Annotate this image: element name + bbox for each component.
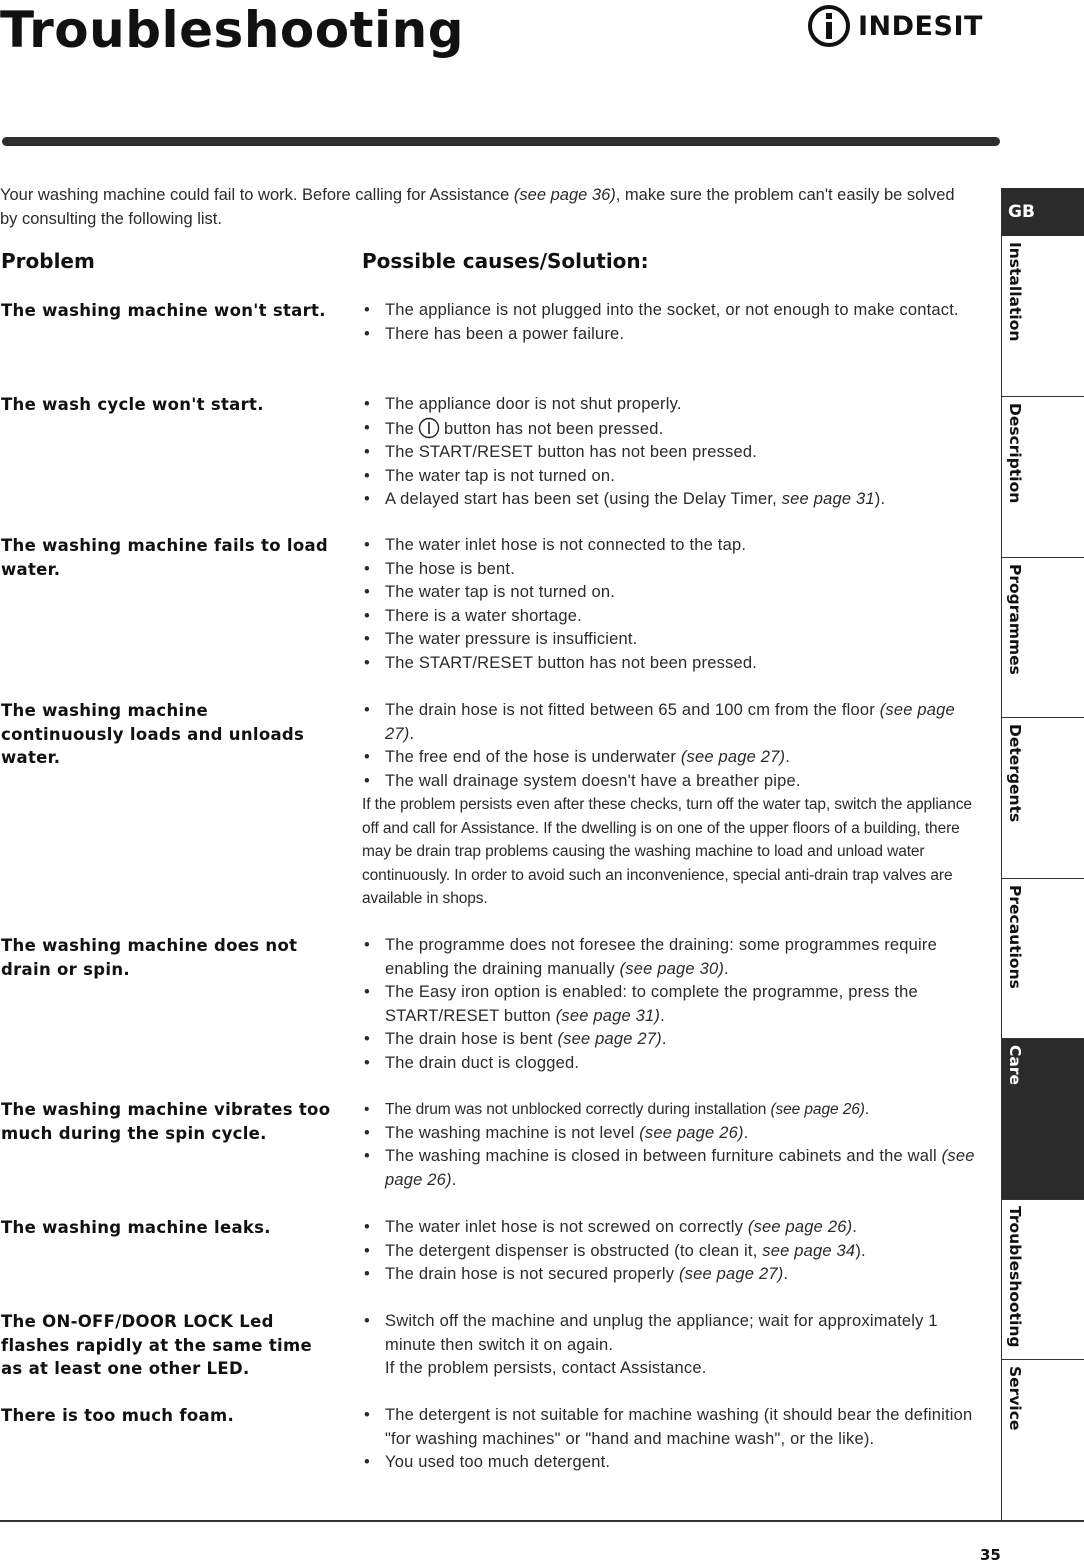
tab-label: Detergents [1006, 724, 1024, 823]
page-ref: (see page 26) [770, 1101, 865, 1118]
problem-text: The washing machine vibrates too much during the spin cycle. [1, 1100, 331, 1143]
cause-item: • The START/RESET button has not been pressed. [362, 441, 982, 465]
footer-rule [0, 1520, 1084, 1522]
cause-item [362, 1263, 982, 1287]
page-ref: (see page 27) [680, 748, 786, 766]
cause-part: A delayed start has been set (using the Delay Timer, [385, 490, 782, 508]
cause-part: . [785, 748, 791, 766]
solution-block [362, 699, 982, 911]
problem-text: The washing machine won't start. [1, 301, 326, 320]
tab-programmes[interactable] [1002, 558, 1084, 718]
cause-part: . [451, 1170, 457, 1189]
cause-item: • There has been a power failure. [362, 323, 982, 347]
solution-block [362, 534, 982, 675]
page-title: Troubleshooting [0, 1, 465, 59]
cause-item: • The detergent is not suitable for machine washing (it should bear the definition "for washing machines" or "hand and machine wash", or the like). [362, 1404, 982, 1451]
intro-text [0, 183, 970, 231]
logo-text: INDESIT [858, 10, 983, 42]
cause-item [362, 488, 982, 512]
page-ref: see page 34 [762, 1241, 856, 1260]
page-ref: see page 31 [781, 490, 875, 508]
page-ref: (see page 26) [385, 1147, 975, 1189]
tab-label: Service [1006, 1366, 1024, 1431]
cause-part: The drum was not unblocked correctly during installation [385, 1101, 771, 1118]
problem-text: The ON-OFF/DOOR LOCK Led flashes rapidly at the same time as at least one other LED. [1, 1312, 312, 1378]
tab-label: Care [1006, 1045, 1024, 1085]
cause-item: • The wall drainage system doesn't have a breather pipe. [362, 770, 982, 794]
page-ref: (see page 26) [747, 1218, 853, 1236]
cause-part: . [724, 959, 729, 978]
cause-part: button has not been pressed. [444, 419, 664, 438]
cause-part: The drain hose is not fitted between 65 and 100 cm from the floor [385, 701, 880, 719]
tab-label: Troubleshooting [1006, 1206, 1024, 1348]
cause-item [362, 1122, 982, 1146]
cause-part: The detergent dispenser is obstructed (to clean it, [385, 1241, 763, 1260]
cause-item [362, 981, 982, 1028]
tab-label: Precautions [1006, 885, 1024, 989]
assistance-note: If the problem persists, contact Assistance. [385, 1359, 707, 1377]
cause-part: . [743, 1123, 749, 1142]
problem-text: The wash cycle won't start. [1, 395, 264, 414]
problem-text: The washing machine fails to load water. [1, 536, 329, 579]
cause-item [362, 417, 982, 442]
note-text: If the problem persists even after these checks, turn off the water tap, switch the appliance off and call for Assistance. If the dwelling is on one of the upper floors of a building, there may be drain trap problems causing the washing machine to load and unload water continuously. In order to avoid such an inconvenience, special anti-drain trap valves are available in shops. [362, 796, 972, 907]
language-tab[interactable]: GB [1002, 188, 1084, 236]
cause-item [362, 1240, 982, 1264]
cause-part: The washing machine is closed in between furniture cabinets and the wall [385, 1147, 942, 1165]
cause-item: • The appliance door is not shut properly. [362, 393, 982, 417]
tab-detergents[interactable] [1002, 718, 1084, 879]
cause-item: • The appliance is not plugged into the socket, or not enough to make contact. [362, 299, 982, 323]
cause-part: . [660, 1006, 665, 1025]
tab-care[interactable] [1002, 1039, 1084, 1200]
page-ref: (see page 26) [639, 1123, 744, 1142]
cause-part: The water inlet hose is not screwed on correctly [385, 1218, 748, 1236]
cause-part: . [661, 1030, 667, 1048]
solution-block [362, 1098, 982, 1192]
cause-item [362, 746, 982, 770]
header-rule [2, 137, 1000, 146]
section-sidebar [1001, 188, 1084, 1520]
cause-part: . [783, 1265, 789, 1283]
cause-item: • Switch off the machine and unplug the appliance; wait for approximately 1 minute then switch it on again. [362, 1310, 982, 1357]
problem-text: The washing machine does not drain or spin. [1, 936, 298, 979]
page-ref: (see page 27) [557, 1030, 662, 1048]
cause-part: . [852, 1218, 858, 1236]
cause-item: • The water tap is not turned on. [362, 465, 982, 489]
cause-item [362, 699, 982, 746]
cause-item: • The drain duct is clogged. [362, 1052, 982, 1076]
cause-part: . [864, 1101, 870, 1118]
tab-service[interactable] [1002, 1360, 1084, 1520]
solution-block [362, 393, 982, 512]
solution-column-header: Possible causes/Solution: [362, 249, 649, 273]
solution-block [362, 934, 982, 1075]
tab-troubleshooting[interactable] [1002, 1200, 1084, 1360]
cause-part: The washing machine is not level [385, 1123, 640, 1142]
cause-part: ). [874, 490, 886, 508]
cause-item: • The water tap is not turned on. [362, 581, 982, 605]
intro-part: Your washing machine could fail to work. Before calling for Assistance [0, 186, 514, 204]
page-ref: (see page 31) [555, 1006, 661, 1025]
page-ref: (see page 27) [678, 1265, 784, 1283]
cause-part: The Easy iron option is enabled: to complete the programme, press the START/RESET button [385, 983, 918, 1025]
tab-label: Installation [1006, 242, 1024, 342]
tab-installation[interactable] [1002, 236, 1084, 397]
cause-item [362, 1216, 982, 1240]
cause-item: • You used too much detergent. [362, 1451, 982, 1475]
cause-part: The programme does not foresee the draining: some programmes require enabling the draining manually [385, 936, 937, 978]
indesit-logo [806, 2, 1006, 50]
problem-text: There is too much foam. [1, 1406, 235, 1425]
cause-part: The drain hose is not secured properly [385, 1265, 679, 1283]
cause-item: • The hose is bent. [362, 558, 982, 582]
cause-part: The [385, 419, 415, 438]
cause-part: The free end of the hose is underwater [385, 748, 681, 766]
cause-item: • There is a water shortage. [362, 605, 982, 629]
problem-text: The washing machine leaks. [1, 1218, 271, 1237]
solution-block [362, 1216, 982, 1287]
cause-item: • The START/RESET button has not been pressed. [362, 652, 982, 676]
tab-description[interactable] [1002, 397, 1084, 558]
problem-column-header: Problem [1, 249, 95, 273]
tab-precautions[interactable] [1002, 879, 1084, 1039]
solution-block [362, 1404, 982, 1475]
problem-text: The washing machine continuously loads and unloads water. [1, 701, 305, 767]
power-button-icon [418, 417, 440, 439]
cause-item: • The water inlet hose is not connected to the tap. [362, 534, 982, 558]
power-logo-icon [806, 3, 852, 49]
cause-item [362, 934, 982, 981]
cause-item: • The water pressure is insufficient. [362, 628, 982, 652]
tab-label: Programmes [1006, 564, 1024, 675]
page-ref: (see page 27) [385, 701, 955, 743]
tab-label: Description [1006, 403, 1024, 504]
cause-part: . [409, 724, 415, 743]
solution-block [362, 1310, 982, 1381]
intro-page-ref: (see page 36) [513, 186, 616, 204]
cause-item [362, 1028, 982, 1052]
page-ref: (see page 30) [619, 959, 725, 978]
solution-block [362, 299, 982, 346]
cause-item [362, 1145, 982, 1192]
page-number: 35 [980, 1546, 1001, 1564]
cause-part: The drain hose is bent [385, 1030, 558, 1048]
cause-item [362, 1098, 982, 1122]
intro-part: , make sure the problem can't easily be solved by consulting the following list. [0, 186, 955, 228]
cause-part: ). [855, 1241, 866, 1260]
